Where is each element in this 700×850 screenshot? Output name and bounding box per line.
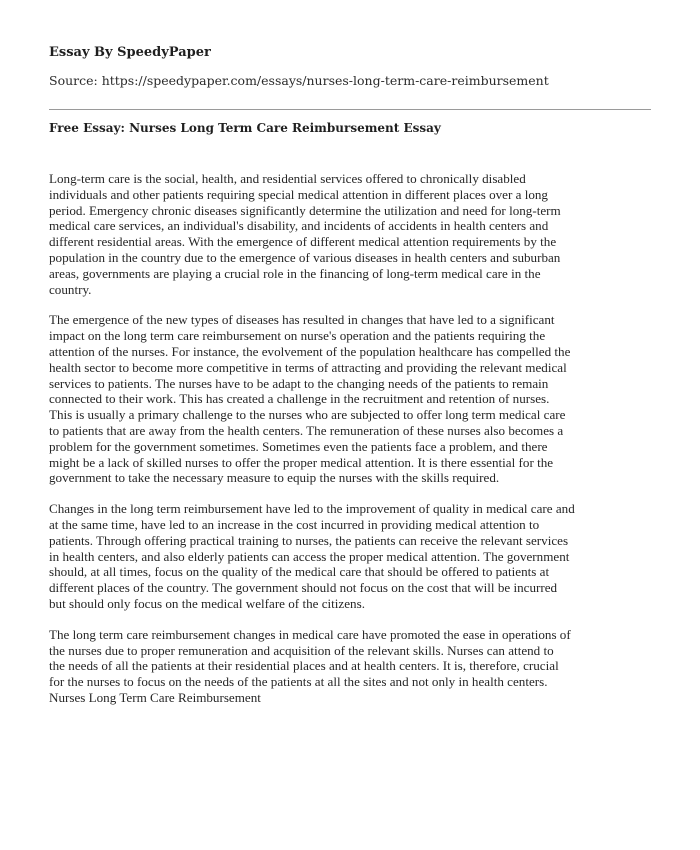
document-header-title: Essay By SpeedyPaper — [49, 45, 211, 60]
essay-paragraph: The emergence of the new types of diseases has resulted in changes that have led to a significant impact on the long term care reimbursement on nurse's operation and the patients requiring the attention of the nurses. For instance, the evolvement of the population healthcare has compelled the health sector to become more competitive in terms of attracting and providing the relevant medical services to patients. The nurses have to be adapt to the changing needs of the patients to remain connected to their work. This has created a challenge in the recruitment and retention of nurses. This is usually a primary challenge to the nurses who are subjected to offer long term medical care to patients that are away from the health centers. The remuneration of these nurses also becomes a problem for the government sometimes. Sometimes even the patients face a problem, and there might be a lack of skilled nurses to offer the proper medical attention. It is there essential for the government to take the necessary measure to equip the nurses with the skills required. — [49, 312, 571, 486]
essay-title: Free Essay: Nurses Long Term Care Reimbursement Essay — [49, 121, 441, 135]
source-line: Source: https://speedypaper.com/essays/nurses-long-term-care-reimbursement — [49, 73, 549, 88]
essay-paragraph: Long-term care is the social, health, and residential services offered to chronically disabled individuals and other patients requiring special medical attention in different places over a long period. Emergency chronic diseases significantly determine the utilization and need for long-term medical care services, an individual's disability, and incidents of accidents in health centers and different residential areas. With the emergence of different medical attention requirements by the population in the country due to the emergence of various diseases in health centers and suburban areas, governments are playing a crucial role in the financing of long-term medical care in the country. — [49, 171, 561, 297]
essay-body — [49, 171, 653, 706]
essay-paragraph: The long term care reimbursement changes in medical care have promoted the ease in operations of the nurses due to proper remuneration and acquisition of the relevant skills. Nurses can attend to the needs of all the patients at their residential places and at health centers. It is, therefore, crucial for the nurses to focus on the needs of the patients at all the sites and not only in health centers. Nurses Long Term Care Reimbursement — [49, 626, 571, 705]
essay-paragraph: Changes in the long term reimbursement have led to the improvement of quality in medical care and at the same time, have led to an increase in the cost incurred in providing medical attention to patients. Through offering practical training to nurses, the patients can receive the relevant services in health centers, and also elderly patients can access the proper medical attention. The government should, at all times, focus on the quality of the medical care that should be offered to patients at different places of the country. The government should not focus on the cost that will be incurred but should only focus on the medical welfare of the citizens. — [49, 501, 575, 611]
header-divider — [49, 109, 651, 110]
